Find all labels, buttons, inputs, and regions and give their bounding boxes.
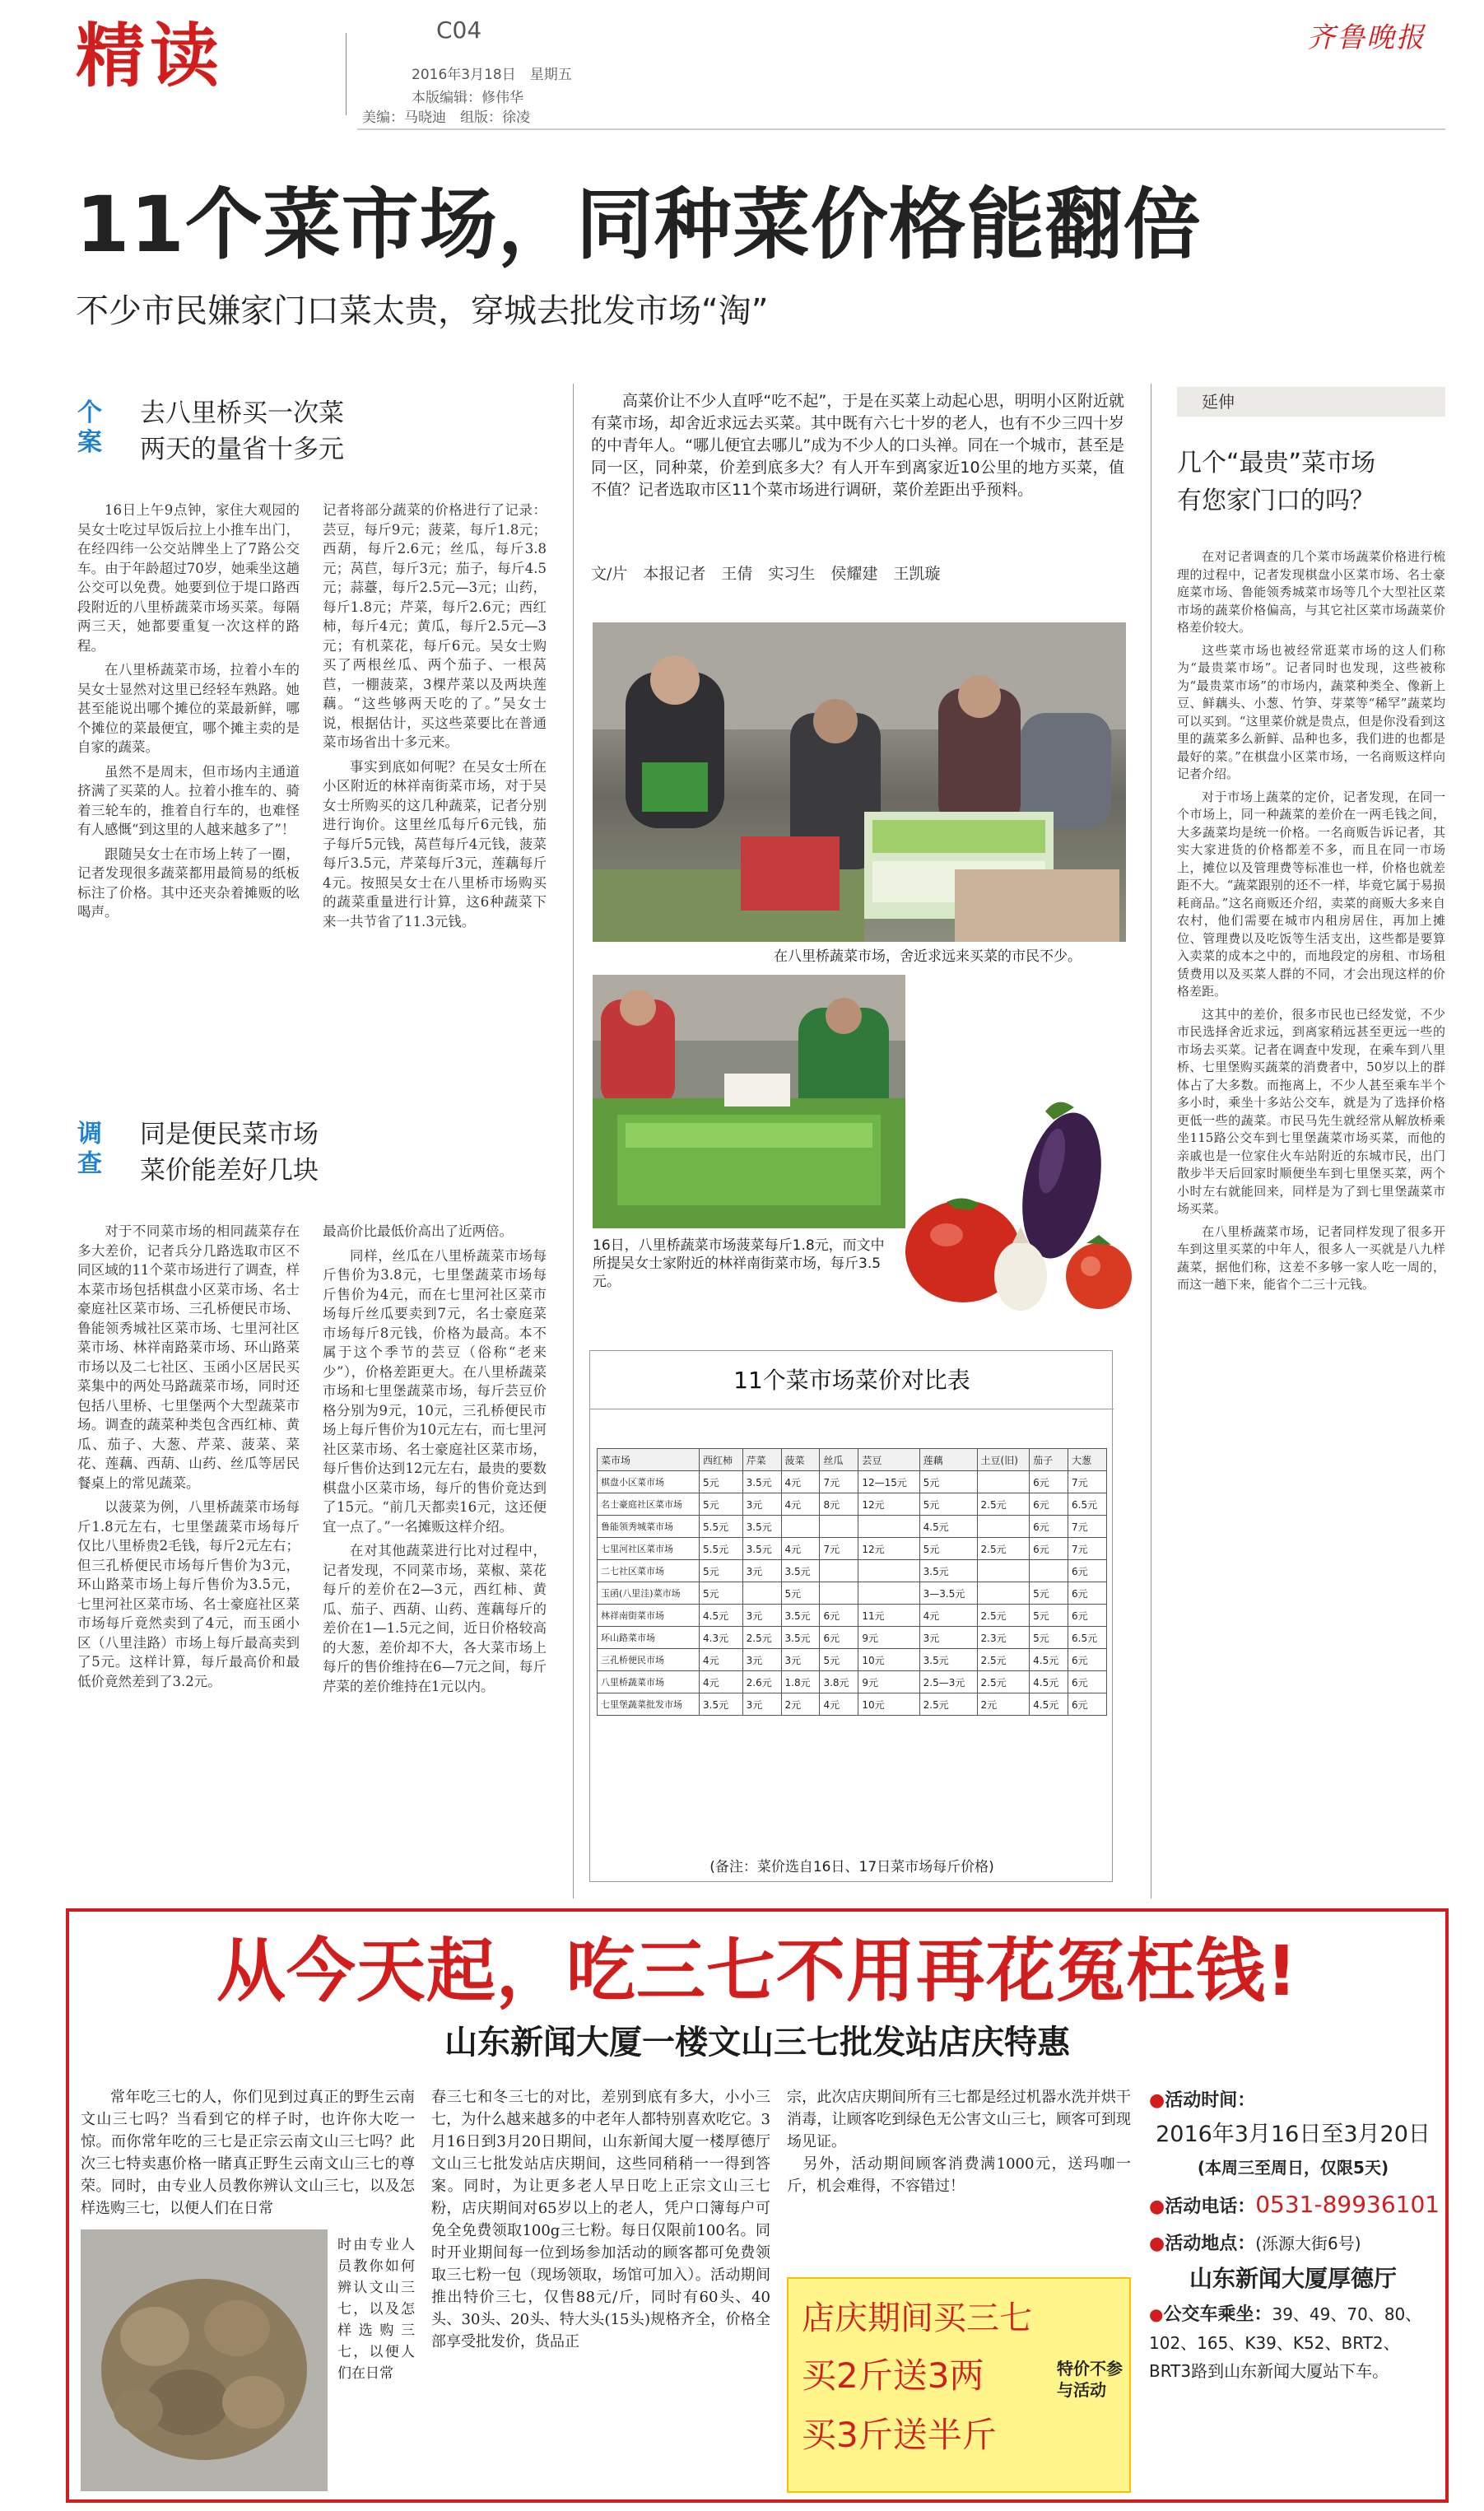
market-photo-1: [593, 622, 1126, 942]
price-cell: 2.5元: [977, 1649, 1030, 1671]
price-cell: 7元: [820, 1471, 858, 1493]
th: 芹菜: [742, 1449, 781, 1471]
sidebar-title-line: 有您家门口的吗？: [1177, 487, 1375, 515]
price-cell: 3元: [742, 1493, 781, 1516]
event-place-value: (泺源大街6号): [1255, 2234, 1361, 2253]
th: 菜市场: [598, 1449, 700, 1471]
page-design: 美编：马晓迪 组版：徐凌: [362, 109, 530, 126]
price-cell: 6元: [1030, 1493, 1068, 1516]
price-cell: 2.5元: [742, 1627, 781, 1649]
ad-headline: 从今天起，吃三七不用再花冤枉钱!: [216, 1931, 1299, 2011]
table-row: [598, 1493, 1107, 1516]
price-cell: 5元: [781, 1582, 820, 1605]
paragraph: 对于市场上蔬菜的定价，记者发现，在同一个市场上，同一种蔬菜的差价在一两毛钱之间，大多蔬菜均是统一价格。一名商贩告诉记者，其实大家进货的价格都差不多，而且在同一市场上，摊位以及管理费等标准也一样，价格也就差距不大。“蔬菜跟别的还不一样，毕竟它属于易损耗商品。”这名商贩还介绍，卖菜的商贩大多来自农村，他们需要在城市内租房居住，再加上摊位、管理费以及吃饭等生活支出，这些都是要算入卖菜的成本之中的，而地段定的房租、市场租赁费用以及买菜人群的不同，才会出现这样的价格差距。: [1177, 789, 1445, 999]
price-cell: 5元: [1030, 1605, 1068, 1627]
event-phone-value: 0531-89936101: [1255, 2191, 1440, 2218]
subheadline: 不少市民嫌家门口菜太贵，穿城去批发市场“淘”: [76, 292, 769, 330]
price-cell: 3.5元: [781, 1627, 820, 1649]
price-cell: 5元: [700, 1471, 743, 1493]
price-table-body: [598, 1471, 1107, 1716]
market-name-cell: 林祥南街菜市场: [598, 1605, 700, 1627]
price-cell: 6元: [820, 1627, 858, 1649]
price-cell: [742, 1582, 781, 1605]
price-cell: 6元: [1068, 1671, 1107, 1693]
paragraph: 这些菜市场也被经常逛菜市场的这人们称为“最贵菜市场”。记者同时也发现，这些被称为“最贵菜市场”的市场内，蔬菜种类全、像新上豆、鲜藕头、小葱、竹笋、芽菜等“稀罕”蔬菜均可以买到。“这里菜价就是贵点，但是你没看到这里的蔬菜多么新鲜、品种也多，我们进的也都是最好的菜。”在棋盘小区菜市场，一名商贩这样向记者介绍。: [1177, 642, 1445, 781]
price-cell: 7元: [1068, 1538, 1107, 1560]
price-cell: 3.5元: [781, 1560, 820, 1582]
bullet-icon: ●: [1149, 2090, 1165, 2111]
event-bus: [1149, 2300, 1437, 2385]
table-row: [598, 1471, 1107, 1493]
ad-subhead: 山东新闻大厦一楼文山三七批发站店庆特惠: [444, 2024, 1070, 2061]
price-cell: 4.5元: [1030, 1671, 1068, 1693]
th: 大葱: [1068, 1449, 1107, 1471]
price-cell: 7元: [820, 1538, 858, 1560]
case-tag: [77, 398, 112, 458]
price-cell: 2.5元: [977, 1605, 1030, 1627]
table-row: [598, 1538, 1107, 1560]
price-cell: 4元: [781, 1471, 820, 1493]
price-cell: 4.5元: [700, 1605, 743, 1627]
paragraph: 以菠菜为例，八里桥蔬菜市场每斤1.8元左右，七里堡蔬菜市场每斤仅比八里桥贵2毛钱，每斤2元左右；但三孔桥便民市场每斤售价为3元，环山路菜市场上每斤售价为3.5元，七里河社区菜市场、名士豪庭社区菜市场每斤竟然卖到了4元，而玉函小区（八里洼路）市场上每斤最高卖到了5元。这样计算，每斤最高价和最低价竟然差到了3.2元。: [77, 1499, 300, 1689]
price-cell: 11元: [858, 1605, 919, 1627]
sidebar-body: [1177, 548, 1445, 1294]
sidebar-title-line: 几个“最贵”菜市场: [1177, 449, 1376, 478]
price-cell: 6元: [1068, 1582, 1107, 1605]
th: 莲藕: [919, 1449, 977, 1471]
section-title: 精读: [76, 16, 225, 96]
th: 菠菜: [781, 1449, 820, 1471]
price-cell: 3.5元: [742, 1516, 781, 1538]
market-name-cell: 二七社区菜市场: [598, 1560, 700, 1582]
price-cell: 10元: [858, 1693, 919, 1716]
price-cell: 5.5元: [700, 1538, 743, 1560]
case-title-line: 去八里桥买一次菜: [140, 398, 344, 428]
paragraph: 事实到底如何呢？在吴女士所在小区附近的林祥南街菜市场，对于吴女士所购买的这几种蔬菜，记者分别进行询价。这里丝瓜每斤6元钱，茄子每斤5元钱，莴苣每斤4元钱，菠菜每斤3.5元，芹菜每斤3元，莲藕每斤4元。按照吴女士在八里桥市场购买的蔬菜重量进行计算，这6种蔬菜下来一共节省了11.3元钱。: [323, 758, 547, 929]
price-cell: 3.5元: [742, 1538, 781, 1560]
price-cell: 2.3元: [977, 1627, 1030, 1649]
case-col-1: [77, 501, 300, 922]
price-cell: [858, 1582, 919, 1605]
promo-note: 特价不参与活动: [1057, 2359, 1123, 2400]
case-tag-char: 个: [77, 398, 102, 427]
price-cell: 5元: [700, 1582, 743, 1605]
market-name-cell: 七里河社区菜市场: [598, 1538, 700, 1560]
price-cell: [858, 1560, 919, 1582]
paragraph: 在八里桥蔬菜市场，拉着小车的吴女士显然对这里已经轻车熟路。她甚至能说出哪个摊位的菜最新鲜，哪个摊位的菜最便宜，哪个摊主卖的是自家的蔬菜。: [77, 662, 300, 755]
event-time-label-text: 活动时间：: [1165, 2090, 1256, 2111]
price-cell: 2.6元: [742, 1671, 781, 1693]
table-row: [598, 1605, 1107, 1627]
table-row: [598, 1516, 1107, 1538]
paper-logo: 齐鲁晚报: [1307, 21, 1426, 54]
price-cell: 4元: [781, 1493, 820, 1516]
intro-text: 高菜价让不少人直呼“吃不起”，于是在买菜上动起心思，明明小区附近就有菜市场，却舍近求远去买菜。其中既有六七十岁的老人，也有不少三四十岁的中青年人。“哪儿便宜去哪儿”成为不少人的口头禅。同在一个城市，甚至是同一区，同种菜，价差到底多大？有人开车到离家近10公里的地方买菜，值不值？记者选取市区11个菜市场进行调研，菜价差距出乎预料。: [591, 392, 1124, 499]
price-cell: 2.5元: [919, 1693, 977, 1716]
th: 土豆(旧): [977, 1449, 1030, 1471]
price-cell: [820, 1582, 858, 1605]
price-cell: 4元: [700, 1671, 743, 1693]
table-row: [598, 1649, 1107, 1671]
photo-caption-2: 16日，八里桥蔬菜市场菠菜每斤1.8元，而文中所提吴女士家附近的林祥南街菜市场，每斤3.5元。: [593, 1237, 885, 1290]
table-row: [598, 1693, 1107, 1716]
paragraph: 跟随吴女士在市场上转了一圈，记者发现很多蔬菜都用最简易的纸板标注了价格。其中还夹杂着摊贩的吆喝声。: [77, 846, 300, 920]
price-cell: 12元: [858, 1493, 919, 1516]
event-place-hall: 山东新闻大厦厚德厅: [1189, 2265, 1397, 2292]
price-cell: 6元: [1068, 1605, 1107, 1627]
market-name-cell: 玉函(八里洼)菜市场: [598, 1582, 700, 1605]
photo-caption-1: 在八里桥蔬菜市场，舍近求远来买菜的市民不少。: [774, 948, 1082, 965]
price-cell: 7元: [1068, 1471, 1107, 1493]
page-number: C04: [436, 16, 482, 44]
ad-text-col-1-side: 时由专业人员教你如何辨认文山三七，以及怎样选购三七，以便人们在日常: [337, 2237, 415, 2382]
paragraph: 在对记者调查的几个菜市场蔬菜价格进行梳理的过程中，记者发现棋盘小区菜市场、名士豪庭菜市场、鲁能领秀城菜市场等几个大型社区菜市场的蔬菜价格偏高，与其它社区菜市场蔬菜价格差价较大。: [1177, 549, 1445, 635]
promo-line: 店庆期间买三七: [802, 2299, 1032, 2337]
price-cell: 3元: [742, 1693, 781, 1716]
price-cell: [1030, 1560, 1068, 1582]
price-cell: 4元: [919, 1605, 977, 1627]
survey-col-1: [77, 1222, 300, 1691]
issue-date: 2016年3月18日 星期五: [412, 67, 572, 83]
price-cell: 12元: [858, 1538, 919, 1560]
paragraph: 对于不同菜市场的相同蔬菜存在多大差价，记者兵分几路选取市区不同区域的11个菜市场进行了调查，样本菜市场包括棋盘小区菜市场、名士豪庭社区菜市场、三孔桥便民市场、鲁能领秀城社区菜市场、七里河社区菜市场、林祥南路菜市场、环山路菜市场以及二七社区、玉函小区居民买菜集中的两处马路蔬菜市场，同时还包括八里桥、七里堡两个大型蔬菜市场。调查的蔬菜种类包含西红柿、黄瓜、茄子、大葱、芹菜、菠菜、菜花、莲藕、西葫、山药、丝瓜等居民餐桌上的常见蔬菜。: [77, 1223, 300, 1491]
th: 茄子: [1030, 1449, 1068, 1471]
price-cell: 5元: [1030, 1582, 1068, 1605]
vegetable-art: [889, 1078, 1136, 1325]
table-note: (备注：菜价选自16日、17日菜市场每斤价格): [709, 1859, 994, 1875]
sidebar-tag: 延伸: [1177, 387, 1445, 417]
market-name-cell: 三孔桥便民市场: [598, 1649, 700, 1671]
bullet-icon: ●: [1149, 2197, 1165, 2217]
market-name-cell: 环山路菜市场: [598, 1627, 700, 1649]
ad-text-col-3: 宗，此次店庆期间所有三七都是经过机器水洗并烘干消毒，让顾客吃到绿色无公害文山三七，顾客可到现场见证。 另外，活动期间顾客消费满1000元，送玛咖一斤，机会难得，不容错过！: [787, 2089, 1131, 2195]
price-cell: 9元: [858, 1671, 919, 1693]
price-cell: 3.5元: [700, 1693, 743, 1716]
headline: 11个菜市场，同种菜价格能翻倍: [76, 180, 1202, 270]
price-cell: 10元: [858, 1649, 919, 1671]
price-cell: 6元: [820, 1605, 858, 1627]
price-cell: 6元: [1030, 1516, 1068, 1538]
promo-line: 买2斤送3两: [802, 2355, 984, 2396]
price-cell: 5元: [1030, 1627, 1068, 1649]
price-cell: 3.8元: [820, 1671, 858, 1693]
market-scene-2: [593, 975, 905, 1228]
price-cell: 4元: [820, 1693, 858, 1716]
price-cell: [977, 1516, 1030, 1538]
price-cell: 2元: [781, 1693, 820, 1716]
price-cell: 3.5元: [742, 1471, 781, 1493]
paragraph: 最高价比最低价高出了近两倍。: [323, 1223, 513, 1239]
price-cell: 4.5元: [919, 1516, 977, 1538]
column-divider: [573, 384, 574, 1898]
survey-tag-char: 查: [77, 1149, 102, 1178]
price-cell: 6元: [1068, 1560, 1107, 1582]
market-name-cell: 七里堡蔬菜批发市场: [598, 1693, 700, 1716]
price-cell: [977, 1471, 1030, 1493]
price-cell: 6元: [1068, 1649, 1107, 1671]
price-cell: 3元: [742, 1560, 781, 1582]
price-cell: 3.5元: [919, 1649, 977, 1671]
event-bus-label: 公交车乘坐：: [1163, 2304, 1272, 2325]
th: 芸豆: [858, 1449, 919, 1471]
price-cell: [858, 1516, 919, 1538]
price-cell: 5元: [919, 1493, 977, 1516]
table-row: [598, 1560, 1107, 1582]
survey-col-2: [323, 1222, 547, 1696]
price-cell: 6.5元: [1068, 1493, 1107, 1516]
paragraph: 虽然不是周末，但市场内主通道挤满了买菜的人。拉着小推车的、骑着三轮车的，推着自行车的，也难怪有人感慨“到这里的人越来越多了”！: [77, 763, 300, 837]
masthead-rule: [357, 128, 1445, 130]
price-cell: 5元: [700, 1560, 743, 1582]
price-cell: 4.3元: [700, 1627, 743, 1649]
market-name-cell: 名士豪庭社区菜市场: [598, 1493, 700, 1516]
sanqi-root-art: [81, 2229, 328, 2491]
paragraph: 在对其他蔬菜进行比对过程中，记者发现，不同菜市场，菜椒、菜花每斤的差价在2—3元，西红柿、黄瓜、茄子、西葫、山药、莲藕每斤的差价在1—1.5元之间，近日价格较高的大葱，差价却不大，各大菜市场上每斤的售价维持在6—7元之间，每斤芹菜的差价维持在1元以内。: [323, 1543, 547, 1694]
market-scene-1: [593, 622, 1126, 942]
price-cell: 5元: [919, 1471, 977, 1493]
sanqi-photo: [81, 2229, 328, 2491]
vegetable-illustration: [889, 1078, 1136, 1325]
case-title-line: 两天的量省十多元: [140, 435, 344, 464]
event-time-value: 2016年3月16日至3月20日: [1156, 2122, 1431, 2147]
paragraph: 在八里桥蔬菜市场，记者同样发现了很多开车到这里买菜的中年人，很多人一买就是八九样蔬菜，据他们称，这差不多够一家人吃一周的，而这一趟下来，能省个二三十元钱。: [1177, 1223, 1445, 1292]
event-phone-label: 活动电话：: [1165, 2197, 1256, 2217]
price-cell: 2元: [977, 1693, 1030, 1716]
price-cell: 3.5元: [919, 1560, 977, 1582]
paragraph: 同样，丝瓜在八里桥蔬菜市场每斤售价为3.8元，七里堡蔬菜市场每斤售价为4元，而在七里河社区菜市场每斤丝瓜要卖到7元，名士豪庭菜市场每斤8元钱，价格为最高。本不属于这个季节的芸豆（俗称“老来少”），价格差距更大。在八里桥蔬菜市场和七里堡蔬菜市场，每斤芸豆价格分别为9元，10元，三孔桥便民市场上每斤售价为10元左右，而七里河社区菜市场、名士豪庭社区菜市场，每斤售价达到12元左右，最贵的要数棋盘小区菜市场，每斤的售价竟达到了15元。“前几天都卖16元，这还便宜一点了。”一名摊贩这样介绍。: [323, 1247, 547, 1535]
table-title: 11个菜市场菜价对比表: [733, 1367, 970, 1394]
survey-title: [140, 1116, 319, 1189]
price-cell: 2.5元: [977, 1671, 1030, 1693]
price-table-box: [589, 1350, 1113, 1882]
price-cell: 7元: [1068, 1516, 1107, 1538]
th: 西红柿: [700, 1449, 743, 1471]
price-cell: 4.5元: [1030, 1649, 1068, 1671]
paragraph: 这其中的差价，很多市民也已经发觉，不少市民选择舍近求远，到离家稍远甚至更远一些的市场去买菜。记者在调查中发现，在乘车到八里桥、七里堡购买蔬菜的消费者中，50岁以上的群体占了大多数。而拖离上，不少人甚至乘车半个多小时，乘坐十多站公交车，就是为了选择价格更低一些的蔬菜。市民马先生就经常从解放桥乘坐115路公交车到七里堡蔬菜市场买菜，而他的亲戚也是一位家住火车站附近的东城市民，出门散步半天后回家时顺便坐车到七里堡买菜，两个小时左右就能回来，同样是为了到七里堡蔬菜市场买菜。: [1177, 1006, 1445, 1216]
case-title: [140, 395, 344, 468]
paragraph: 16日上午9点钟，家住大观园的吴女士吃过早饭后拉上小推车出门，在经四纬一公交站牌坐上了7路公交车。由于年龄超过70岁，她乘坐这趟公交可以免费。她要到位于堤口路西段附近的八里桥蔬菜市场买菜。每隔两三天，她都要重复一次这样的路程。: [77, 502, 300, 654]
event-place: [1149, 2227, 1437, 2261]
masthead: [0, 0, 1484, 132]
survey-title-line: 同是便民菜市场: [140, 1120, 319, 1149]
event-bus-value: 39、49、70、80、102、165、K39、K52、BRT2、BRT3路到山东新闻大厦站下车。: [1149, 2304, 1422, 2381]
case-tag-char: 案: [77, 428, 102, 457]
price-cell: 3元: [781, 1649, 820, 1671]
price-cell: 1.8元: [781, 1671, 820, 1693]
market-name-cell: 棋盘小区菜市场: [598, 1471, 700, 1493]
price-table: [597, 1448, 1107, 1716]
page-editor: 本版编辑：修伟华: [412, 90, 523, 106]
table-wrap: [597, 1448, 1107, 1716]
th: 丝瓜: [820, 1449, 858, 1471]
price-cell: [977, 1560, 1030, 1582]
paragraph: 记者将部分蔬菜的价格进行了记录：芸豆，每斤9元；菠菜，每斤1.8元；西葫，每斤2.6元；丝瓜，每斤3.8元；莴苣，每斤3元；茄子，每斤4.5元；蒜薹，每斤2.5元—3元；山药，每斤1.8元；芹菜，每斤2.6元；西红柿，每斤4元；黄瓜，每斤2.5元—3元；有机菜花，每斤6元。吴女士购买了两根丝瓜、两个茄子、一根莴苣，一棚菠菜，3棵芹菜以及两块莲藕。“这些够两天吃的了。”吴女士说，根据估计，买这些菜要比在普通菜市场省出十多元来。: [323, 502, 547, 750]
price-cell: 6元: [1068, 1693, 1107, 1716]
price-cell: 3.5元: [781, 1605, 820, 1627]
sidebar-title: [1177, 445, 1445, 520]
price-cell: 4.5元: [1030, 1693, 1068, 1716]
price-cell: 2.5元: [977, 1493, 1030, 1516]
price-cell: 5元: [919, 1538, 977, 1560]
price-cell: 3元: [919, 1627, 977, 1649]
ad-text-col-2: 春三七和冬三七的对比，差别到底有多大，小小三七，为什么越来越多的中老年人都特别喜欢吃它。3月16日到3月20日期间，山东新闻大厦一楼厚德厅文山三七批发站店庆期间，这些同稍稍一一得到答案。同时，为让更多老人早日吃上正宗文山三七粉，店庆期间对65岁以上的老人，凭户口簿每户可免全免费领取100g三七粉。每日仅限前100名。同时开业期间每一位到场参加活动的顾客都可免费领取三七粉一包（现场领取，场馆可加入）。活动期间推出特价三七，仅售88元/斤，同时有60头、40头、30头、20头、特大头(15头)规格齐全，价格全部享受批发价，货品正: [431, 2089, 770, 2350]
survey-title-line: 菜价能差好几块: [140, 1156, 319, 1186]
survey-tag-char: 调: [77, 1120, 102, 1148]
masthead-divider: [346, 33, 347, 115]
advertisement: [66, 1908, 1449, 2503]
byline: 文/片 本报记者 王倩 实习生 侯耀建 王凯璇: [591, 565, 941, 583]
price-cell: 2.5元: [977, 1538, 1030, 1560]
price-cell: 6.5元: [1068, 1627, 1107, 1649]
event-info: [1149, 2086, 1440, 2385]
price-cell: 12—15元: [858, 1471, 919, 1493]
price-cell: 3元: [742, 1605, 781, 1627]
price-cell: 4元: [781, 1538, 820, 1560]
price-cell: 9元: [858, 1627, 919, 1649]
table-row: [598, 1627, 1107, 1649]
price-cell: [781, 1516, 820, 1538]
bullet-icon: ●: [1149, 2234, 1165, 2254]
price-cell: [977, 1582, 1030, 1605]
price-cell: [820, 1516, 858, 1538]
price-cell: 5元: [700, 1493, 743, 1516]
price-cell: 6元: [1030, 1471, 1068, 1493]
table-row: [598, 1582, 1107, 1605]
market-name-cell: 鲁能领秀城菜市场: [598, 1516, 700, 1538]
bullet-icon: ●: [1149, 2304, 1164, 2324]
price-cell: 3元: [742, 1649, 781, 1671]
event-place-label: 活动地点：: [1165, 2234, 1256, 2254]
event-time-label: [1149, 2086, 1437, 2116]
price-cell: 5.5元: [700, 1516, 743, 1538]
price-cell: 2.5—3元: [919, 1671, 977, 1693]
event-phone: [1149, 2185, 1440, 2227]
price-cell: 3—3.5元: [919, 1582, 977, 1605]
market-name-cell: 八里桥蔬菜市场: [598, 1671, 700, 1693]
survey-tag: [77, 1120, 112, 1179]
price-cell: 4元: [700, 1649, 743, 1671]
case-col-2: [323, 501, 547, 931]
price-cell: 8元: [820, 1493, 858, 1516]
price-cell: 5元: [820, 1649, 858, 1671]
ad-text-col-1: 常年吃三七的人，你们见到过真正的野生云南文山三七吗？当看到它的样子时，也许你大吃一惊。而你常年吃的三七是正宗云南文山三七吗？此次三七特卖惠价格一睹真正野生云南文山三七的尊荣。同时，由专业人员教你辨认文山三七，以及怎样选购三七，以便人们在日常: [81, 2089, 415, 2217]
price-cell: 6元: [1030, 1538, 1068, 1560]
table-header-row: [598, 1449, 1107, 1471]
event-time-note: (本周三至周日，仅限5天): [1197, 2158, 1389, 2178]
price-cell: [820, 1560, 858, 1582]
sidebar: [1177, 387, 1445, 1294]
market-photo-2: [593, 975, 905, 1228]
table-row: [598, 1671, 1107, 1693]
promo-line: 买3斤送半斤: [802, 2415, 997, 2455]
promo-box: [787, 2277, 1131, 2493]
